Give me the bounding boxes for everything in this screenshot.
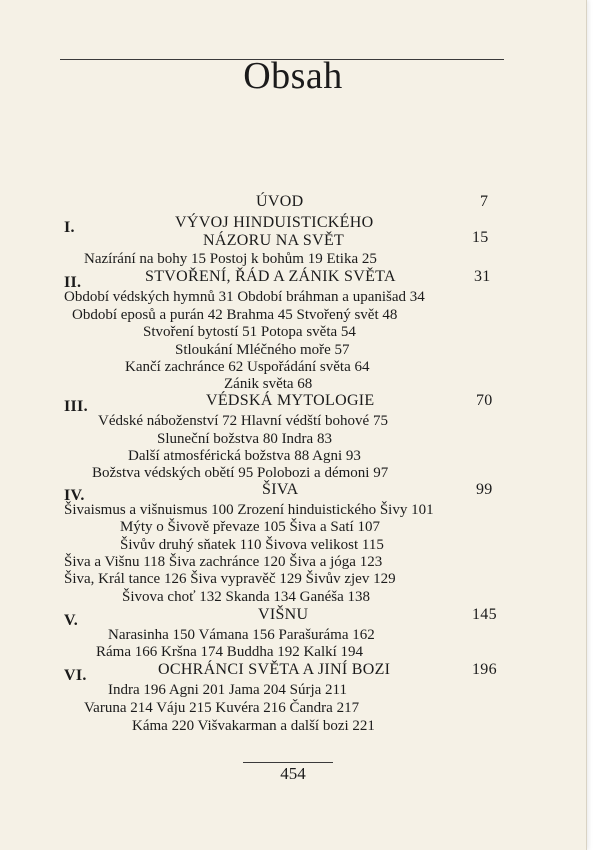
toc-entry-line: Zánik světa 68: [224, 376, 313, 392]
toc-entry-line: Šivova choť 132 Skanda 134 Ganéša 138: [122, 589, 371, 605]
section-page: 15: [472, 229, 489, 246]
section-page: 70: [476, 392, 493, 409]
toc-entry-line: Ráma 166 Kršna 174 Buddha 192 Kalkí 194: [96, 644, 364, 660]
toc-entry-line: Indra 196 Agni 201 Jama 204 Súrja 211: [108, 682, 347, 698]
section-page: 31: [474, 268, 491, 285]
toc-entry-line: Mýty o Šivově převaze 105 Šiva a Satí 107: [120, 519, 380, 535]
toc-entry-line: Šivaismus a višnuismus 100 Zrození hinduistického Šivy 101: [64, 502, 434, 518]
section-numeral: V.: [64, 612, 79, 629]
section-title: VIŠNU: [258, 606, 309, 623]
page-number: 454: [280, 764, 306, 783]
toc-entry-line: Káma 220 Višvakarman a další bozi 221: [132, 718, 375, 734]
section-title: STVOŘENÍ, ŘÁD A ZÁNIK SVĚTA: [145, 268, 396, 285]
section-numeral: III.: [64, 398, 88, 415]
toc-entry-line: Božstva védských obětí 95 Polobozi a démoni 97: [92, 465, 389, 481]
toc-entry-line: Nazírání na bohy 15 Postoj k bohům 19 Etika 25: [84, 251, 377, 267]
section-numeral: IV.: [64, 487, 85, 504]
toc-entry-line: Šiva, Král tance 126 Šiva vypravěč 129 Šivův zjev 129: [64, 571, 396, 587]
section-numeral: II.: [64, 274, 82, 291]
toc-entry-line: Stvoření bytostí 51 Potopa světa 54: [143, 324, 356, 340]
section-numeral: I.: [64, 219, 75, 236]
section-title: ŠIVA: [262, 481, 299, 498]
toc-entry-line: Období eposů a purán 42 Brahma 45 Stvořený svět 48: [72, 307, 398, 323]
page-title: Obsah: [243, 55, 343, 97]
intro-page: 7: [480, 193, 489, 210]
toc-entry-line: Šiva a Višnu 118 Šiva zachránce 120 Šiva a jóga 123: [64, 554, 383, 570]
toc-entry-line: Védské náboženství 72 Hlavní védští bohové 75: [98, 413, 388, 429]
section-title: OCHRÁNCI SVĚTA A JINÍ BOZI: [158, 661, 391, 678]
toc-entry-line: Šivův druhý sňatek 110 Šivova velikost 115: [120, 537, 384, 553]
section-title: VÉDSKÁ MYTOLOGIE: [206, 392, 375, 409]
toc-entry-line: Sluneční božstva 80 Indra 83: [157, 431, 332, 447]
section-title-cont: NÁZORU NA SVĚT: [203, 232, 345, 249]
toc-entry-line: Narasinha 150 Vámana 156 Parašuráma 162: [108, 627, 375, 643]
section-page: 99: [476, 481, 493, 498]
section-page: 196: [472, 661, 497, 678]
toc-entry-line: Kančí zachránce 62 Uspořádání světa 64: [125, 359, 370, 375]
toc-entry-line: Období védských hymnů 31 Období bráhman a upanišad 34: [64, 289, 425, 305]
section-page: 145: [472, 606, 497, 623]
section-numeral: VI.: [64, 667, 87, 684]
section-title: VÝVOJ HINDUISTICKÉHO: [175, 214, 374, 231]
intro-label: ÚVOD: [256, 193, 304, 210]
toc-entry-line: Varuna 214 Váju 215 Kuvéra 216 Čandra 217: [84, 700, 360, 716]
bottom-rule: [243, 762, 333, 763]
toc-entry-line: Další atmosférická božstva 88 Agni 93: [128, 448, 361, 464]
toc-entry-line: Stloukání Mléčného moře 57: [175, 342, 350, 358]
